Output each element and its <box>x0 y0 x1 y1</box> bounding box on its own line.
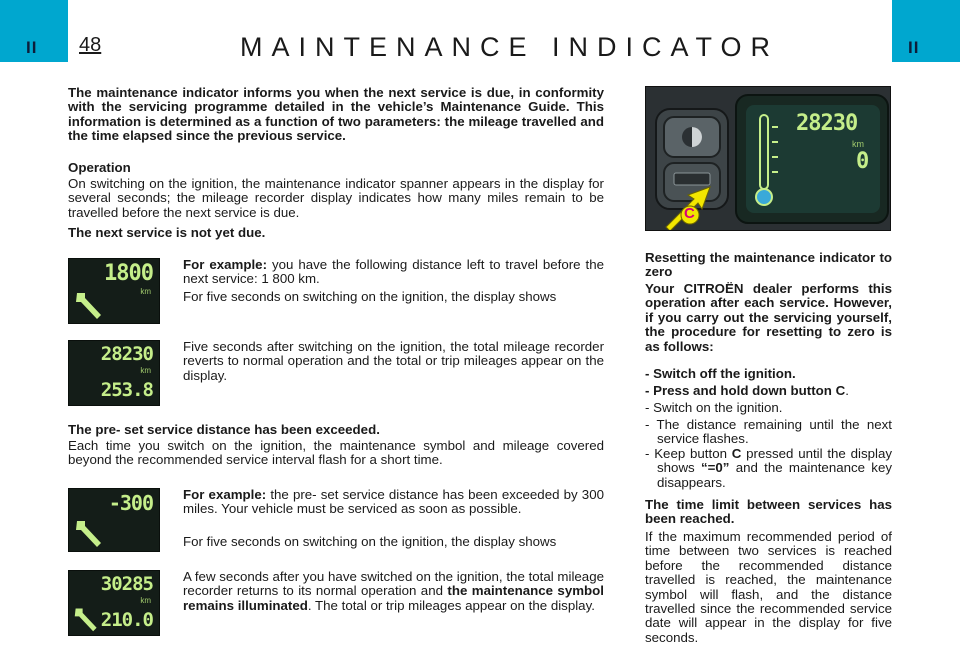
dashboard-photo <box>645 86 891 231</box>
photo-unit: km <box>852 139 864 149</box>
exceeded-heading: The pre- set service distance has been exceeded. <box>68 422 380 437</box>
reset-step-2-end: . <box>845 383 849 398</box>
spanner-icon <box>73 289 107 321</box>
display-total-trip <box>68 340 160 406</box>
reset-step-5-text: - Keep button <box>645 446 732 461</box>
reset-step-2 <box>645 384 892 398</box>
display-maintenance-symbol-on <box>68 570 160 636</box>
display-total: 28230 <box>100 343 153 365</box>
display-trip: 253.8 <box>100 379 153 401</box>
example2-label: For example: <box>183 487 267 502</box>
example1-text3: Five seconds after switching on the ignition, the total mileage recorder reverts to normal operation and the total or trip mileages appear on the display. <box>183 339 604 383</box>
reset-step-3: - Switch on the ignition. <box>645 400 783 415</box>
spanner-icon <box>73 517 107 549</box>
display-value: 1800 <box>104 261 153 286</box>
display-unit: km <box>140 596 151 605</box>
display-total: 30285 <box>100 573 153 595</box>
display-distance-exceeded <box>68 488 160 552</box>
chapter-tab-right <box>892 0 960 62</box>
spanner-icon <box>72 605 102 633</box>
example1-label: For example: <box>183 257 268 272</box>
example1-body: you have the following distance left to travel before the next service: 1 800 km. <box>183 257 604 287</box>
operation-heading: Operation <box>68 160 131 175</box>
chapter-tab-left <box>0 0 68 62</box>
reset-step-5 <box>645 447 892 490</box>
example1-text2: For five seconds on switching on the ignition, the display shows <box>183 289 557 304</box>
exceeded-text: Each time you switch on the ignition, the maintenance symbol and mileage covered beyond the recommended service interval flash for a short time. <box>68 438 604 468</box>
chapter-label-left: II <box>26 38 38 57</box>
dashboard-illustration <box>646 87 891 231</box>
reset-step-1: - Switch off the ignition. <box>645 366 796 381</box>
example2-text3-emphasis: the maintenance symbol remains illuminated <box>183 583 604 613</box>
photo-trip: 0 <box>856 149 870 174</box>
reset-dealer: Your CITROËN dealer performs this operation after each service. However, if you carry out the servicing yourself, the procedure for resetting to zero is as follows: <box>645 281 892 354</box>
example2-text3-part2: . The total or trip mileages appear on the display. <box>307 597 595 613</box>
example2-text <box>183 488 604 517</box>
display-distance-remaining <box>68 258 160 324</box>
display-value: -300 <box>108 491 153 515</box>
reset-step-5-display: “=0” <box>700 460 730 476</box>
reset-step-2-text: - Press and hold down button <box>645 383 836 398</box>
reset-step-5-text2: pressed until the display shows <box>657 446 892 476</box>
reset-step-5-button: C <box>731 446 742 461</box>
example1-text <box>183 258 604 287</box>
reset-step-5-text3: and the maintenance key disappears. <box>657 460 893 490</box>
example2-text2: For five seconds on switching on the ignition, the display shows <box>183 534 557 549</box>
display-unit: km <box>140 287 151 296</box>
display-trip: 210.0 <box>100 609 153 631</box>
intro-lead: The maintenance indicator informs you when the next service is due, in conformity with the servicing programme detailed in the vehicle’s Maintenance Guide. This information is determined as a function of two parameters: the mileage travelled and the time elapsed since the previous service. <box>68 85 604 144</box>
example2-text3 <box>183 570 604 613</box>
reset-step-4: - The distance remaining until the next service flashes. <box>645 417 892 447</box>
chapter-label-right: II <box>908 38 920 57</box>
photo-total-mileage: 28230 <box>796 111 858 136</box>
example2-text3-part1: A few seconds after you have switched on the ignition, the total mileage recorder returns to its normal operation and <box>183 569 604 599</box>
time-limit-text: If the maximum recommended period of time between two services is reached before the recommended distance travelled is reached, the maintenance symbol will flash, and the distance travelled since the recommended service date will appear in the display for five seconds. <box>645 529 892 645</box>
page-number: 48 <box>79 34 102 56</box>
operation-text: On switching on the ignition, the maintenance indicator spanner appears in the display for several seconds; the mileage recorder display indicates how many miles remain to be travelled before the next service is due. <box>68 176 604 220</box>
time-limit-heading: The time limit between services has been reached. <box>645 497 892 527</box>
reset-heading: Resetting the maintenance indicator to zero <box>645 250 892 280</box>
page-title: MAINTENANCE INDICATOR <box>240 32 780 62</box>
example2-body: the pre- set service distance has been exceeded by 300 miles. Your vehicle must be serviced as soon as possible. <box>183 487 604 517</box>
photo-button-c-label: C <box>684 205 695 222</box>
reset-step-2-button: C <box>835 383 846 398</box>
not-due-heading: The next service is not yet due. <box>68 225 266 240</box>
display-unit: km <box>140 366 151 375</box>
